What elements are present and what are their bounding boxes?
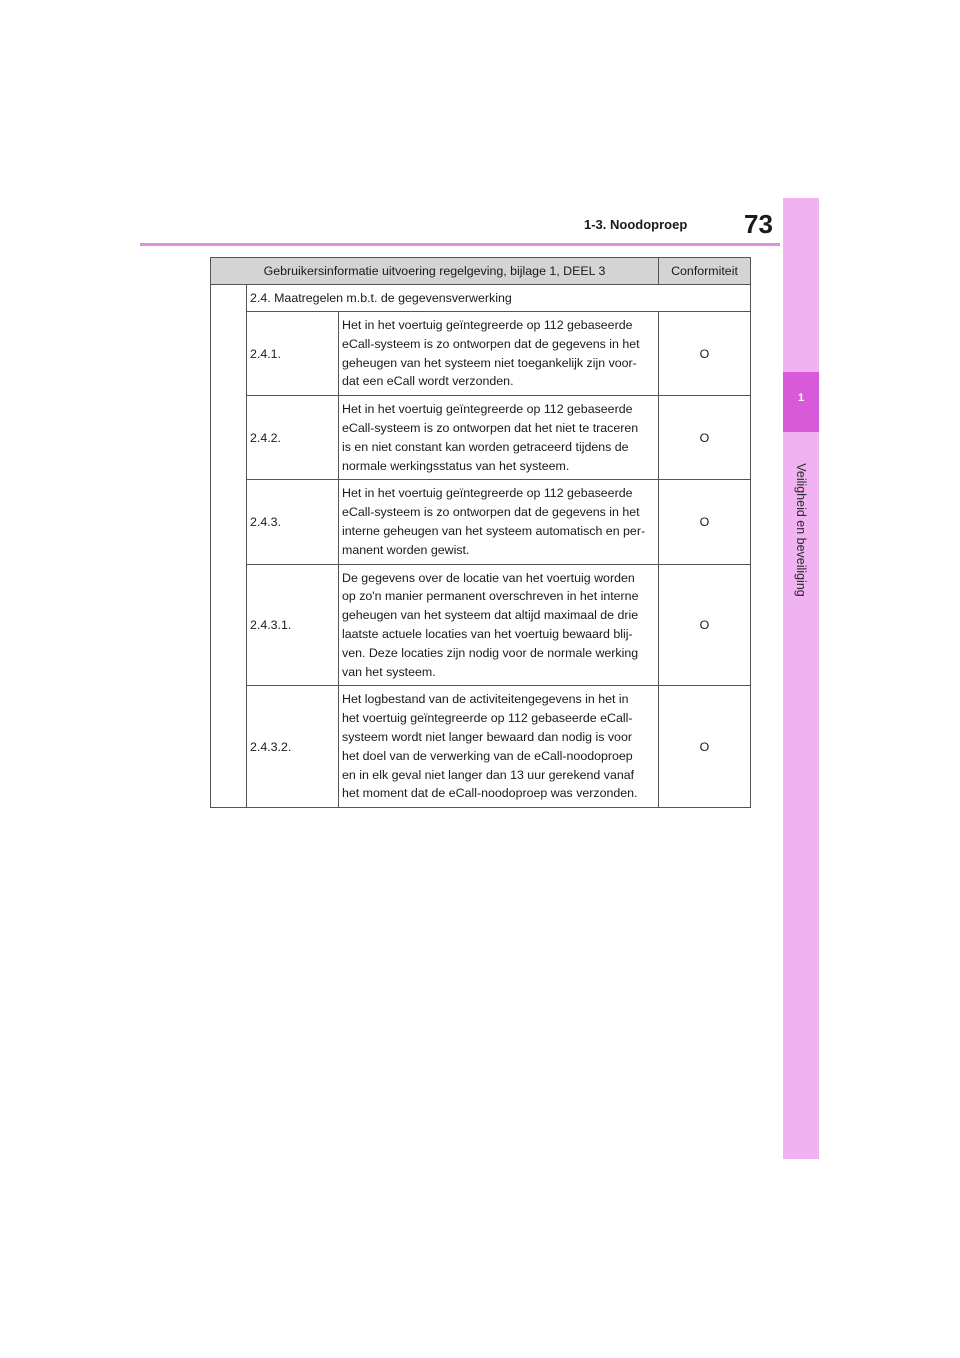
text-line: De gegevens over de locatie van het voertuig worden	[342, 570, 635, 585]
requirement-number: 2.4.3.	[247, 480, 339, 564]
table-header-row	[211, 258, 751, 285]
text-line: Het in het voertuig geïntegreerde op 112 gebaseerde	[342, 402, 633, 417]
conformity-mark: O	[659, 564, 751, 686]
conformity-mark: O	[659, 312, 751, 396]
text-line: op zo'n manier permanent overschreven in het interne	[342, 589, 639, 604]
text-line: geheugen van het systeem dat altijd maximaal de drie	[342, 608, 639, 623]
text-line: geheugen van het systeem niet toegankelijk zijn voor-	[342, 355, 637, 370]
page-number: 73	[744, 209, 773, 239]
text-line: het moment dat de eCall-noodoproep was verzonden.	[342, 786, 638, 801]
text-line: en in elk geval niet langer dan 13 uur gerekend vanaf	[342, 767, 635, 782]
table-row	[211, 480, 751, 564]
table-row	[211, 564, 751, 686]
text-line: is en niet constant kan worden getraceerd tijdens de	[342, 439, 629, 454]
requirement-number: 2.4.1.	[247, 312, 339, 396]
requirement-number: 2.4.2.	[247, 396, 339, 480]
section-heading-row	[211, 285, 751, 312]
section-heading: 2.4. Maatregelen m.b.t. de gegevensverwerking	[247, 285, 751, 312]
column-header-conformity: Conformiteit	[659, 258, 751, 285]
section-title: 1-3. Noodoproep	[584, 217, 688, 232]
requirement-number: 2.4.3.2.	[247, 686, 339, 808]
text-line: normale werkingsstatus van het systeem.	[342, 458, 570, 473]
conformity-mark: O	[659, 686, 751, 808]
text-line: eCall-systeem is zo ontworpen dat de gegevens in het	[342, 336, 640, 351]
text-line: systeem wordt niet langer bewaard dan nodig is voor	[342, 729, 632, 744]
chapter-label: Veiligheid en beveiliging	[794, 463, 808, 597]
column-header-info: Gebruikersinformatie uitvoering regelgeving, bijlage 1, DEEL 3	[211, 258, 659, 285]
chapter-side-tab	[783, 198, 819, 1159]
text-line: dat een eCall wordt verzonden.	[342, 374, 514, 389]
text-line: interne geheugen van het systeem automatisch en per-	[342, 523, 646, 538]
requirement-number: 2.4.3.1.	[247, 564, 339, 686]
conformity-mark: O	[659, 480, 751, 564]
text-line: ven. Deze locaties zijn nodig voor de normale werking	[342, 645, 639, 660]
indent-cell	[211, 285, 247, 808]
requirement-text	[339, 480, 659, 564]
compliance-table	[210, 257, 751, 808]
text-line: Het logbestand van de activiteitengegevens in het in	[342, 692, 629, 707]
chapter-number: 1	[797, 392, 805, 404]
requirement-text	[339, 564, 659, 686]
requirement-text	[339, 312, 659, 396]
text-line: Het in het voertuig geïntegreerde op 112 gebaseerde	[342, 318, 633, 332]
table-row	[211, 396, 751, 480]
text-line: het doel van de verwerking van de eCall-noodoproep	[342, 748, 633, 763]
text-line: van het systeem.	[342, 664, 436, 679]
text-line: laatste actuele locaties van het voertuig bewaard blij-	[342, 626, 633, 641]
text-line: manent worden gewist.	[342, 542, 470, 557]
requirement-text	[339, 396, 659, 480]
text-line: het voertuig geïntegreerde op 112 gebaseerde eCall-	[342, 711, 633, 726]
table-row	[211, 686, 751, 808]
table-row	[211, 312, 751, 396]
text-line: eCall-systeem is zo ontworpen dat het niet te traceren	[342, 420, 639, 435]
text-line: eCall-systeem is zo ontworpen dat de gegevens in het	[342, 505, 640, 520]
text-line: Het in het voertuig geïntegreerde op 112 gebaseerde	[342, 486, 633, 501]
conformity-mark: O	[659, 396, 751, 480]
requirement-text	[339, 686, 659, 808]
header-divider	[140, 243, 780, 246]
